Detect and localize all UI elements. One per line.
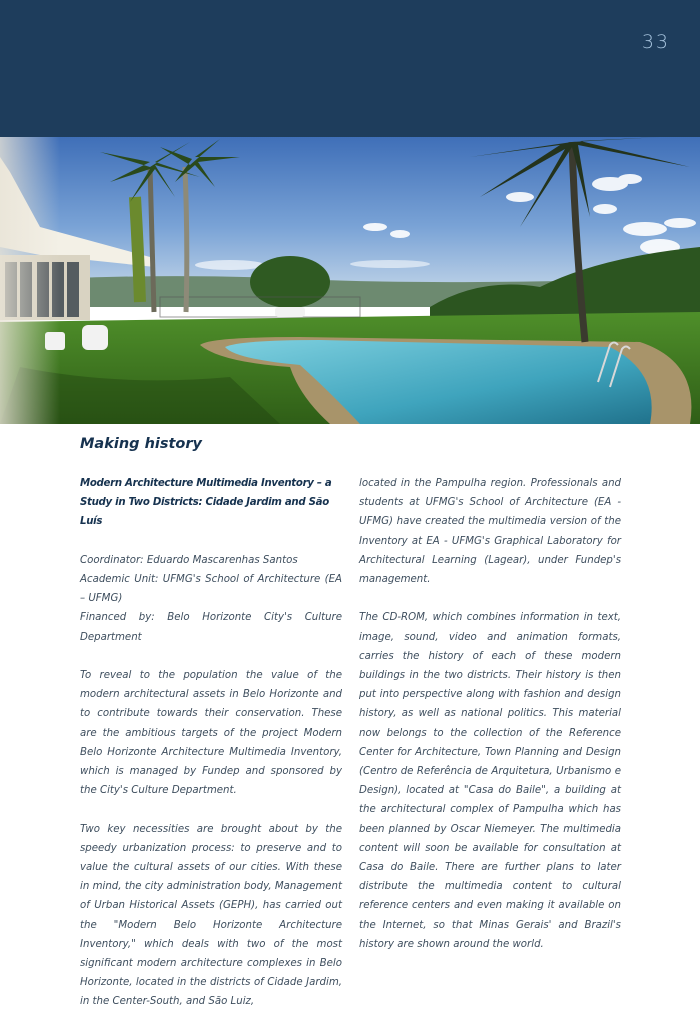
header-band xyxy=(0,0,700,137)
tree-clump xyxy=(250,256,330,308)
credit-academic-unit: Academic Unit: UFMG's School of Architecture (EA – UFMG) xyxy=(80,574,342,605)
photo-illustration xyxy=(0,137,700,424)
section-title: Making history xyxy=(80,436,202,452)
paragraph: located in the Pampulha region. Professionals and students at UFMG's School of Architecture (EA - UFMG) have created the multimedia version of the Inventory at EA - UFMG's Graphical Laboratory for Architectural Learning (Lagear), under Fundep's management. xyxy=(359,478,621,586)
credit-financed-by: Financed by: Belo Horizonte City's Culture Department xyxy=(80,612,342,643)
article-subtitle: Modern Architecture Multimedia Inventory – a Study in Two Districts: Cidade Jardim and São Luís xyxy=(80,478,332,528)
sky xyxy=(0,137,700,287)
credit-coordinator: Coordinator: Eduardo Mascarenhas Santos xyxy=(80,554,298,566)
right-column xyxy=(359,474,621,973)
hero-photo xyxy=(0,137,700,424)
page-number: 33 xyxy=(641,31,670,53)
paragraph: Two key necessities are brought about by the speedy urbanization process: to preserve and to value the cultural assets of our cities. With these in mind, the city administration body, Management of Urban Historical Assets (GEPH), has carried out the "Modern Belo Horizonte Architecture Inventory," which deals with two of the most significant modern architecture complexes in Belo Horizonte, located in the districts of Cidade Jardim, in the Center-South, and São Luiz, xyxy=(80,823,342,1008)
left-column xyxy=(80,474,342,1031)
paragraph: The CD-ROM, which combines information in text, image, sound, video and animation formats, carries the history of each of these modern buildings in the two districts. Their history is then put into perspective along with fashion and design history, as well as national politics. This material now belongs to the collection of the Reference Center for Architecture, Town Planning and Design (Centro de Referência de Arquitetura, Urbanismo e Design), located at "Casa do Baile", a building at the architectural complex of Pampulha which has been planned by Oscar Niemeyer. The multimedia content will soon be available for consultation at Casa do Baile. There are further plans to later distribute the multimedia content to cultural reference centers and even making it available on the Internet, so that Minas Gerais' and Brazil's history are shown around the world. xyxy=(359,612,621,950)
paragraph: To reveal to the population the value of the modern architectural assets in Belo Horizonte and to contribute towards their conservation. These are the ambitious targets of the project Modern Belo Horizonte Architecture Multimedia Inventory, which is managed by Fundep and sponsored by the City's Culture Department. xyxy=(80,670,342,797)
